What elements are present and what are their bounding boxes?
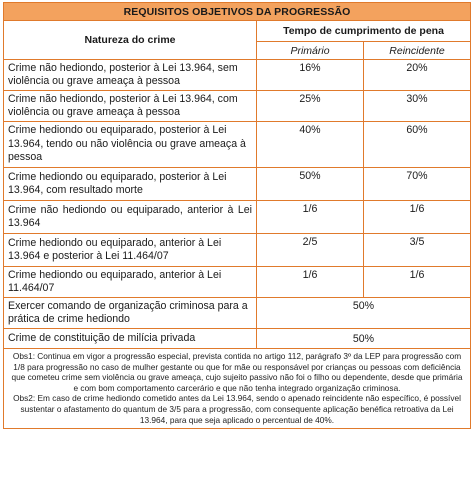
- primario-cell: 40%: [257, 122, 364, 168]
- table-row: [4, 329, 471, 349]
- merged-value-cell: 50%: [257, 298, 471, 329]
- crime-cell: Exercer comando de organização criminosa para a prática de crime hediondo: [4, 298, 257, 329]
- crime-cell: Crime hediondo ou equiparado, anterior à Lei 11.464/07: [4, 267, 257, 298]
- table-row: [4, 298, 471, 329]
- progression-requirements-table-wrapper: [3, 2, 470, 429]
- reincidente-cell: 70%: [364, 168, 471, 201]
- header-primario: Primário: [257, 42, 364, 60]
- primario-cell: 1/6: [257, 267, 364, 298]
- crime-cell: Crime hediondo ou equiparado, anterior à Lei 13.964 e posterior à Lei 11.464/07: [4, 234, 257, 267]
- merged-value-cell: 50%: [257, 329, 471, 349]
- table-row: [4, 267, 471, 298]
- table-row: [4, 234, 471, 267]
- crime-cell: Crime não hediondo ou equiparado, anterior à Lei 13.964: [4, 201, 257, 234]
- reincidente-cell: 30%: [364, 91, 471, 122]
- table-row: [4, 201, 471, 234]
- primario-cell: 16%: [257, 60, 364, 91]
- table-row: [4, 60, 471, 91]
- obs1-text: Obs1: Continua em vigor a progressão especial, prevista contida no artigo 112, parágrafo 3º da LEP para progressão com 1/8 para progressão no caso de mulher gestante ou que for mãe ou responsável por crianças ou pessoas com deficiência que cometeu crime sem violência ou grave ameaça, cujo sujeito passivo não foi o filho ou dependente, desde que primária e com bom comportamento carcerário e que não tenha integrado organização criminosa.: [11, 351, 463, 393]
- crime-cell: Crime de constituição de milícia privada: [4, 329, 257, 349]
- crime-cell: Crime hediondo ou equiparado, posterior à Lei 13.964, com resultado morte: [4, 168, 257, 201]
- crime-cell: Crime hediondo ou equiparado, posterior à Lei 13.964, tendo ou não violência ou grave ameaça à pessoa: [4, 122, 257, 168]
- header-natureza: Natureza do crime: [4, 21, 257, 60]
- observations-cell: [4, 349, 471, 429]
- reincidente-cell: 1/6: [364, 267, 471, 298]
- table-row: [4, 91, 471, 122]
- primario-cell: 1/6: [257, 201, 364, 234]
- table-row: [4, 168, 471, 201]
- progression-requirements-table: [3, 2, 471, 429]
- table-title: REQUISITOS OBJETIVOS DA PROGRESSÃO: [4, 3, 471, 21]
- header-tempo: Tempo de cumprimento de pena: [257, 21, 471, 42]
- obs2-text: Obs2: Em caso de crime hediondo cometido antes da Lei 13.964, sendo o apenado reincidente não específico, é possível sustentar o afastamento do quantum de 3/5 para a progressão, com consequente aplicação benéfica retroativa da Lei 13.964, para que seja aplicado o percentual de 40%.: [13, 393, 461, 425]
- reincidente-cell: 3/5: [364, 234, 471, 267]
- crime-cell: Crime não hediondo, posterior à Lei 13.964, sem violência ou grave ameaça à pessoa: [4, 60, 257, 91]
- primario-cell: 2/5: [257, 234, 364, 267]
- reincidente-cell: 60%: [364, 122, 471, 168]
- reincidente-cell: 1/6: [364, 201, 471, 234]
- header-reincidente: Reincidente: [364, 42, 471, 60]
- reincidente-cell: 20%: [364, 60, 471, 91]
- crime-cell: Crime não hediondo, posterior à Lei 13.964, com violência ou grave ameaça à pessoa: [4, 91, 257, 122]
- primario-cell: 25%: [257, 91, 364, 122]
- table-row: [4, 122, 471, 168]
- primario-cell: 50%: [257, 168, 364, 201]
